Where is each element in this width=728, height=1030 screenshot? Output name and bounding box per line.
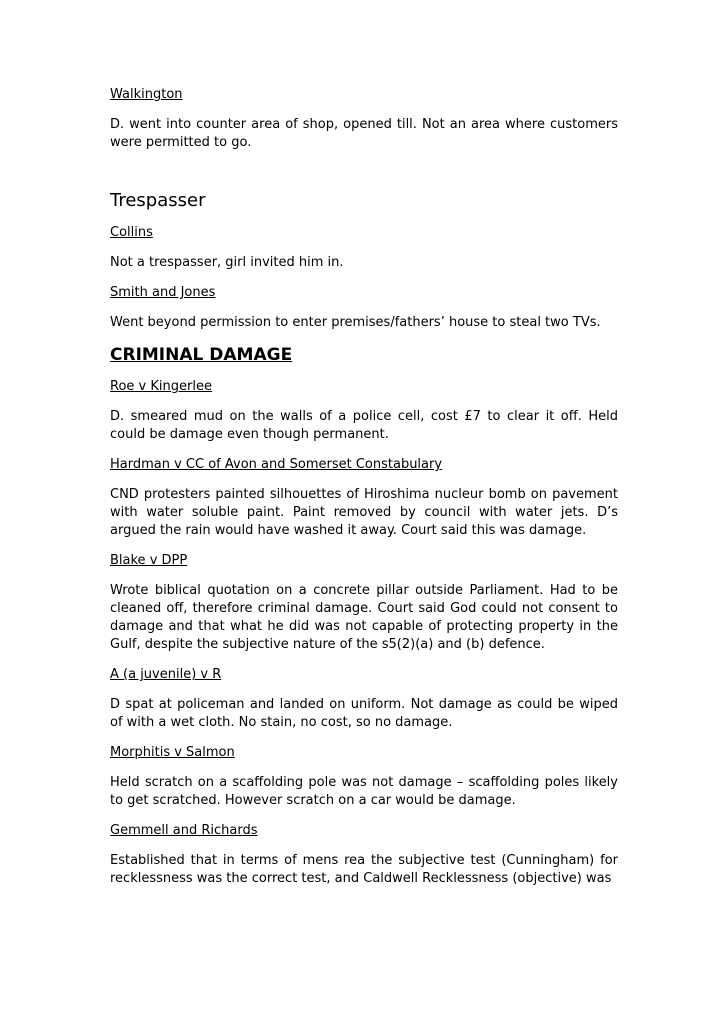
case-title-gemmell: Gemmell and Richards xyxy=(110,823,258,838)
case-title-hardman: Hardman v CC of Avon and Somerset Constabulary xyxy=(110,457,443,472)
case-title-walkington: Walkington xyxy=(110,87,183,102)
case-title-blake: Blake v DPP xyxy=(110,553,188,568)
case-summary-gemmell: Established that in terms of mens rea the subjective test (Cunningham) for recklessness was the correct test, and Caldwell Recklessness (objective) was xyxy=(110,853,618,886)
case-summary-morphitis: Held scratch on a scaffolding pole was not damage – scaffolding poles likely to get scratched. However scratch on a car would be damage. xyxy=(110,775,618,808)
case-summary-collins: Not a trespasser, girl invited him in. xyxy=(110,255,344,270)
case-title-roe: Roe v Kingerlee xyxy=(110,379,212,394)
case-title-collins: Collins xyxy=(110,225,153,240)
case-title-a-juvenile: A (a juvenile) v R xyxy=(110,667,222,682)
case-summary-a-juvenile: D spat at policeman and landed on uniform. Not damage as could be wiped of with a wet cloth. No stain, no cost, so no damage. xyxy=(110,697,618,730)
case-summary-blake: Wrote biblical quotation on a concrete pillar outside Parliament. Had to be cleaned off, therefore criminal damage. Court said God could not consent to damage and that what he did was not capable of protecting property in the Gulf, despite the subjective nature of the s5(2)(a) and (b) defence. xyxy=(110,583,618,652)
case-summary-hardman: CND protesters painted silhouettes of Hiroshima nucleur bomb on pavement with water soluble paint. Paint removed by council with water jets. D’s argued the rain would have washed it away. Court said this was damage. xyxy=(110,487,618,538)
section-heading-trespasser: Trespasser xyxy=(110,190,206,211)
document-page xyxy=(110,86,618,900)
case-summary-smith-jones: Went beyond permission to enter premises/fathers’ house to steal two TVs. xyxy=(110,315,601,330)
case-summary-roe: D. smeared mud on the walls of a police cell, cost £7 to clear it off. Held could be damage even though permanent. xyxy=(110,409,618,442)
section-heading-criminal-damage: CRIMINAL DAMAGE xyxy=(110,345,293,365)
case-title-smith-jones: Smith and Jones xyxy=(110,285,216,300)
case-title-morphitis: Morphitis v Salmon xyxy=(110,745,235,760)
case-summary-walkington: D. went into counter area of shop, opened till. Not an area where customers were permitted to go. xyxy=(110,117,618,150)
